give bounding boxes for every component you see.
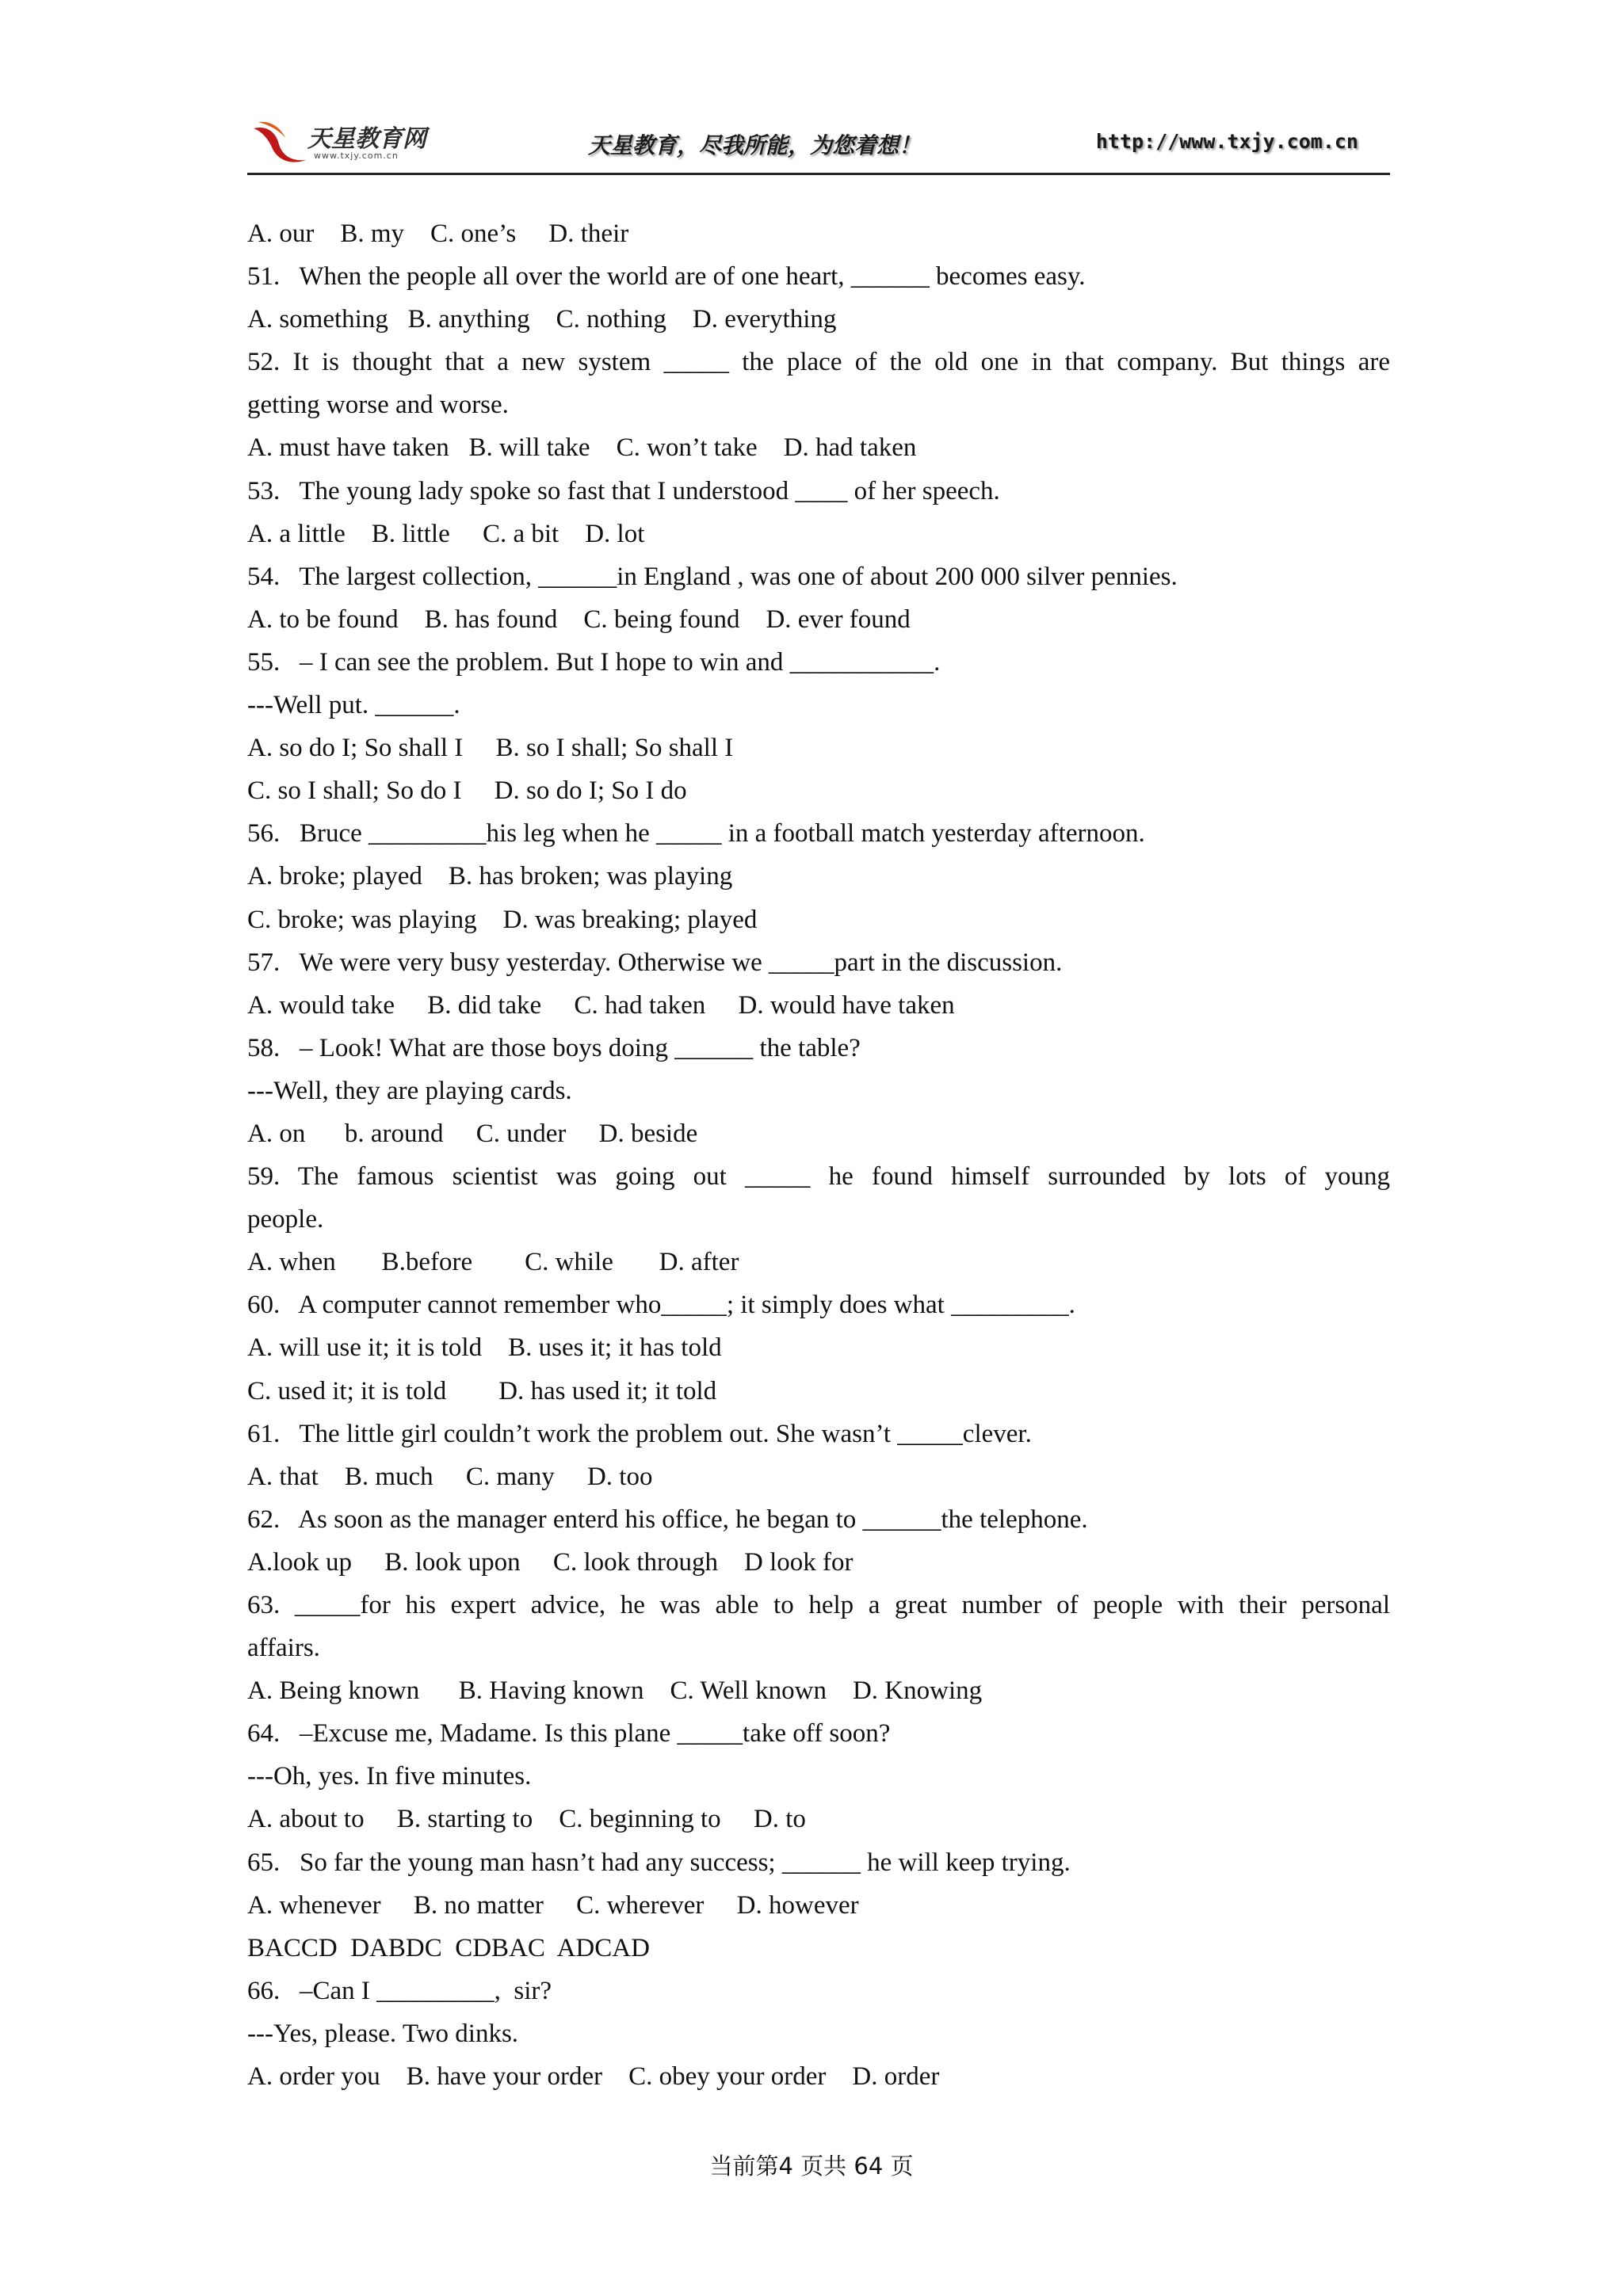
text-line: A. will use it; it is told B. uses it; it has told [247,1333,722,1363]
text-line: C. used it; it is told D. has used it; it told [247,1376,717,1405]
text-line: 53. The young lady spoke so fast that I understood ____ of her speech. [247,476,1000,505]
question-list [247,212,1390,2098]
page-header [247,111,1390,175]
header-slogan: 天星教育，尽我所能，为您着想！ [588,132,922,158]
logo-url: www.txjy.com.cn [314,151,399,161]
text-line: 64. –Excuse me, Madame. Is this plane _____take off soon? [247,1719,891,1749]
text-line: 61. The little girl couldn’t work the problem out. She wasn’t _____clever. [247,1419,1032,1448]
text-line: A. when B.before C. while D. after [247,1248,739,1277]
text-line: A. must have taken B. will take C. won’t take D. had taken [247,433,917,463]
text-line: ---Oh, yes. In five minutes. [247,1762,532,1791]
swoosh-logo-icon [252,120,309,166]
logo [252,117,426,166]
text-line: A.look up B. look upon C. look through D look for [247,1547,854,1577]
text-line: 66. –Can I _________, sir? [247,1976,552,2005]
text-line: A. about to B. starting to C. beginning to D. to [247,1805,806,1834]
text-line: C. broke; was playing D. was breaking; played [247,905,758,934]
text-line: 65. So far the young man hasn’t had any success; ______ he will keep trying. [247,1848,1071,1877]
text-line: 52. It is thought that a new system _____ the place of the old one in that company. But things are [247,348,1390,377]
text-line: BACCD DABDC CDBAC ADCAD [247,1933,650,1962]
text-line: A. broke; played B. has broken; was playing [247,862,733,891]
text-line: 58. – Look! What are those boys doing ______ the table? [247,1033,861,1062]
page-indicator: 当前第4 页共 64 页 [709,2153,914,2180]
text-line: C. so I shall; So do I D. so do I; So I do [247,776,687,806]
text-line: A. to be found B. has found C. being found D. ever found [247,605,911,634]
text-line: A. whenever B. no matter C. wherever D. however [247,1890,859,1920]
text-line: A. Being known B. Having known C. Well known D. Knowing [247,1676,983,1706]
text-line: ---Well put. ______. [247,691,460,720]
text-line: A. on b. around C. under D. beside [247,1119,698,1148]
text-line: A. would take B. did take C. had taken D. would have taken [247,990,955,1020]
text-line: affairs. [247,1634,320,1663]
text-line: 54. The largest collection, ______in England , was one of about 200 000 silver pennies. [247,562,1178,591]
text-line: A. something B. anything C. nothing D. everything [247,305,837,334]
text-line: 62. As soon as the manager enterd his office, he began to ______the telephone. [247,1505,1088,1534]
text-line: A. a little B. little C. a bit D. lot [247,519,645,548]
header-site-url[interactable]: http://www.txjy.com.cn [1095,130,1358,153]
text-line: ---Yes, please. Two dinks. [247,2019,519,2048]
text-line: A. our B. my C. one’s D. their [247,219,629,248]
text-line: ---Well, they are playing cards. [247,1076,572,1105]
text-line: 55. – I can see the problem. But I hope to win and ___________. [247,647,941,677]
text-line: people. [247,1205,324,1234]
text-line: 57. We were very busy yesterday. Otherwise we _____part in the discussion. [247,948,1063,977]
text-line: A. order you B. have your order C. obey your order D. order [247,2062,940,2092]
text-line: getting worse and worse. [247,391,509,420]
text-line: 56. Bruce _________his leg when he _____ in a football match yesterday afternoon. [247,819,1145,849]
text-line: 63. _____for his expert advice, he was able to help a great number of people with their personal [247,1591,1390,1619]
text-line: A. so do I; So shall I B. so I shall; So shall I [247,734,734,763]
text-line: 60. A computer cannot remember who_____; it simply does what _________. [247,1291,1075,1320]
text-line: 51. When the people all over the world are of one heart, ______ becomes easy. [247,262,1086,292]
text-line: A. that B. much C. many D. too [247,1462,653,1491]
logo-text: 天星教育网 [307,125,426,153]
text-line: 59. The famous scientist was going out _____ he found himself surrounded by lots of young [247,1162,1390,1192]
